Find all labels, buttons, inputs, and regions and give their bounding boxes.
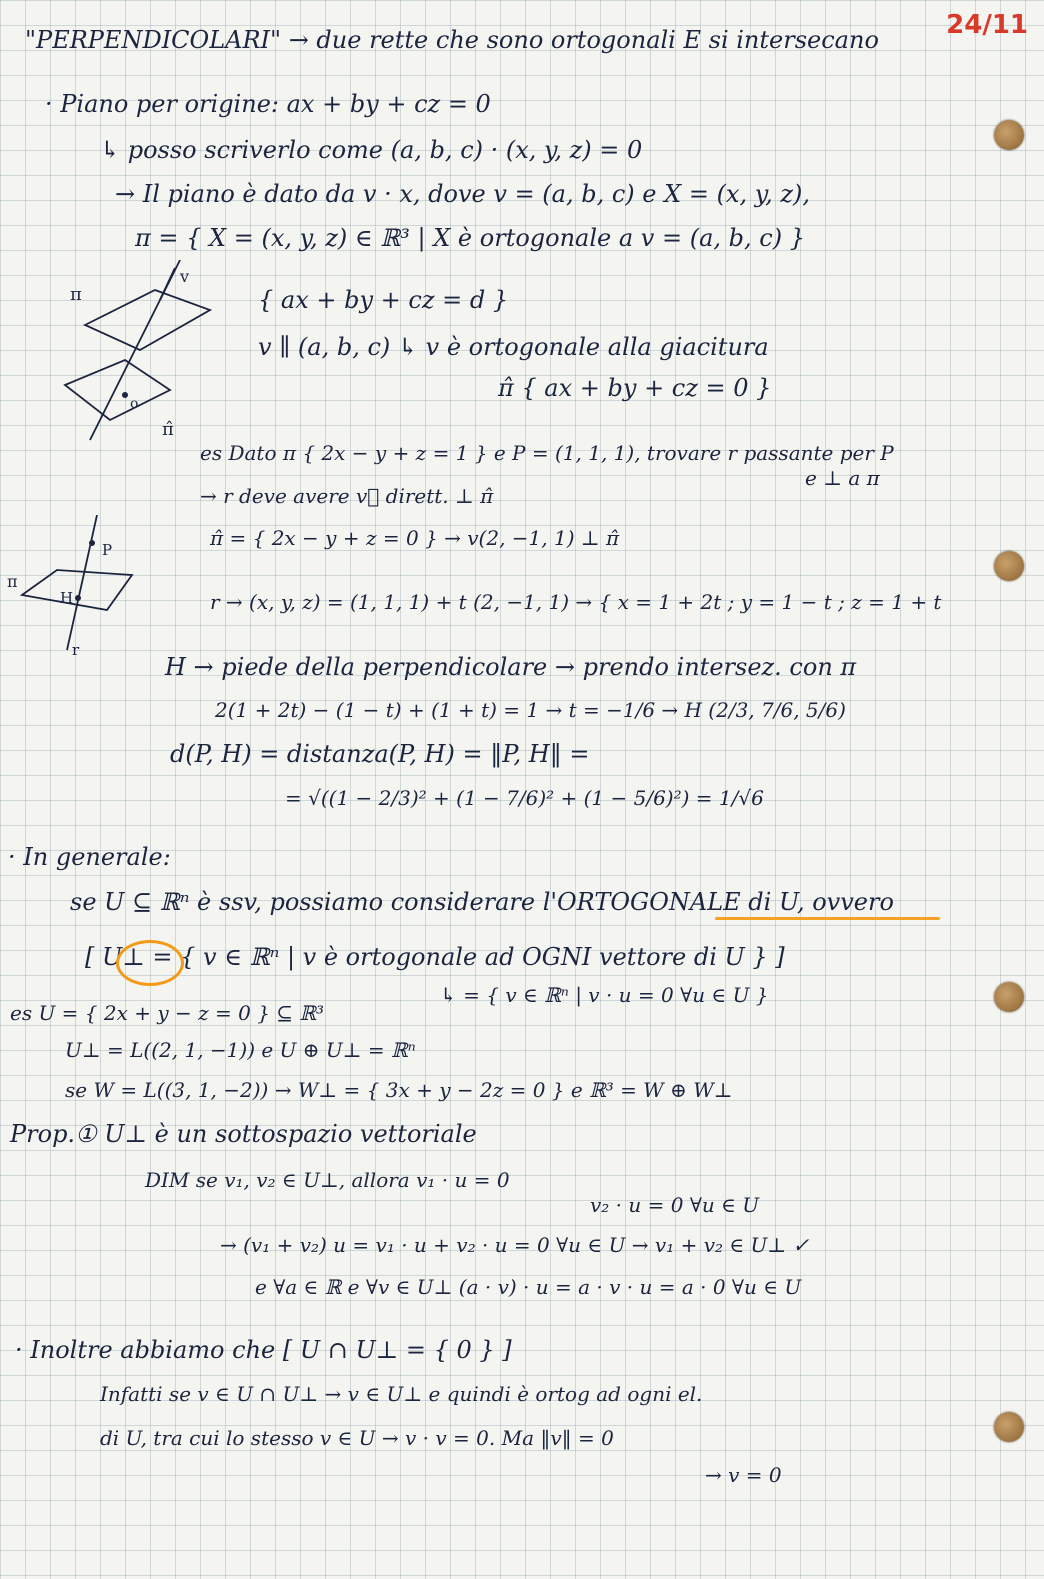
highlight-underline (715, 917, 940, 920)
note-line-10: e ⊥ a π (805, 466, 880, 490)
note-line-6: { ax + by + cz = d } (258, 286, 509, 314)
note-line-16: d(P, H) = distanza(P, H) = ‖P, H‖ = (170, 740, 590, 768)
binder-hole (994, 551, 1024, 581)
note-line-18: · In generale: (8, 843, 171, 871)
note-line-3: ↳ posso scriverlo come (a, b, c) · (x, y, z) = 0 (100, 136, 643, 164)
highlight-circle (116, 940, 184, 986)
label-pi-2: π (7, 572, 18, 591)
note-line-1: "PERPENDICOLARI" → due rette che sono ortogonali E si intersecano (25, 26, 879, 54)
note-line-11: → r deve avere v⃗ dirett. ⊥ π̂ (200, 484, 494, 508)
note-line-31: Infatti se v ∈ U ∩ U⊥ → v ∈ U⊥ e quindi è ortog ad ogni el. (100, 1382, 703, 1406)
note-line-15: 2(1 + 2t) − (1 − t) + (1 + t) = 1 → t = −1/6 → H (2/3, 7/6, 5/6) (215, 698, 846, 722)
note-line-32: di U, tra cui lo stesso v ∈ U → v · v = 0. Ma ‖v‖ = 0 (100, 1426, 614, 1450)
note-line-21: ↳ = { v ∈ ℝⁿ | v · u = 0 ∀u ∈ U } (440, 983, 769, 1007)
binder-hole (994, 982, 1024, 1012)
note-line-14: H → piede della perpendicolare → prendo intersez. con π (165, 653, 857, 681)
label-pi-hat: π̂ (162, 419, 174, 440)
note-line-7: v ∥ (a, b, c) ↳ v è ortogonale alla giacitura (258, 333, 769, 361)
note-line-26: DIM se v₁, v₂ ∈ U⊥, allora v₁ · u = 0 (145, 1168, 510, 1192)
note-line-9: es Dato π { 2x − y + z = 1 } e P = (1, 1, 1), trovare r passante per P (200, 441, 894, 465)
note-line-19: se U ⊆ ℝⁿ è ssv, possiamo considerare l'ORTOGONALE di U, ovvero (70, 888, 894, 916)
note-line-29: e ∀a ∈ ℝ e ∀v ∈ U⊥ (a · v) · u = a · v · u = a · 0 ∀u ∈ U (255, 1275, 802, 1299)
label-o: o (130, 396, 139, 412)
note-line-23: U⊥ = L((2, 1, −1)) e U ⊕ U⊥ = ℝⁿ (65, 1038, 416, 1062)
page-date: 24/11 (946, 10, 1028, 40)
note-line-20: [ U⊥ = { v ∈ ℝⁿ | v è ortogonale ad OGNI vettore di U } ] (85, 943, 785, 971)
perpendicular-sketch (2, 515, 152, 665)
label-v: v (180, 267, 190, 286)
note-line-33: → v = 0 (705, 1463, 782, 1487)
note-line-24: se W = L((3, 1, −2)) → W⊥ = { 3x + y − 2z = 0 } e ℝ³ = W ⊕ W⊥ (65, 1078, 733, 1102)
note-line-22: es U = { 2x + y − z = 0 } ⊆ ℝ³ (10, 1001, 325, 1025)
note-line-2: · Piano per origine: ax + by + cz = 0 (45, 90, 491, 118)
note-line-4: → Il piano è dato da v · x, dove v = (a, b, c) e X = (x, y, z), (115, 180, 810, 208)
label-r: r (72, 641, 80, 659)
plane-normal-sketch (50, 260, 250, 460)
note-line-5: π = { X = (x, y, z) ∈ ℝ³ | X è ortogonale a v = (a, b, c) } (135, 224, 805, 252)
note-line-17: = √((1 − 2/3)² + (1 − 7/6)² + (1 − 5/6)²) = 1/√6 (285, 786, 764, 810)
note-line-30: · Inoltre abbiamo che [ U ∩ U⊥ = { 0 } ] (15, 1336, 512, 1364)
binder-hole (994, 120, 1024, 150)
label-h: H (60, 589, 74, 607)
note-line-28: → (v₁ + v₂) u = v₁ · u + v₂ · u = 0 ∀u ∈ U → v₁ + v₂ ∈ U⊥ ✓ (220, 1233, 810, 1257)
label-pi: π (70, 284, 82, 305)
note-line-27: v₂ · u = 0 ∀u ∈ U (590, 1193, 760, 1217)
note-line-12: π̂ = { 2x − y + z = 0 } → v(2, −1, 1) ⊥ π̂ (210, 526, 620, 550)
label-p: P (102, 541, 113, 559)
note-line-13: r → (x, y, z) = (1, 1, 1) + t (2, −1, 1) → { x = 1 + 2t ; y = 1 − t ; z = 1 + t (210, 590, 942, 614)
binder-hole (994, 1412, 1024, 1442)
note-line-8: π̂ { ax + by + cz = 0 } (498, 374, 772, 402)
note-line-25: Prop.① U⊥ è un sottospazio vettoriale (10, 1120, 477, 1148)
